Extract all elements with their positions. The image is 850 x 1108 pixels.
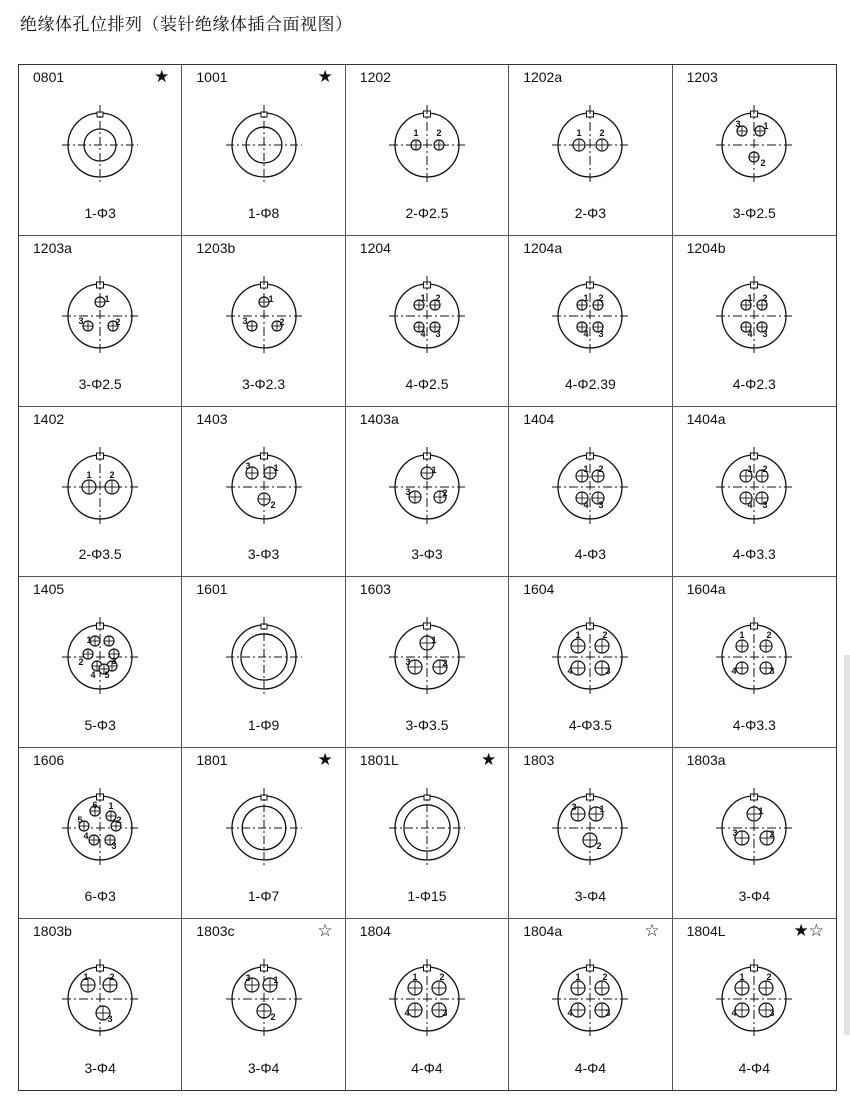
pin-number-label: 2 [115, 316, 121, 327]
pin-number-label: 2 [599, 128, 605, 138]
contact-arrangement-svg [214, 607, 314, 707]
pin-number-label: 2 [442, 658, 448, 669]
contact-spec: 3-Φ4 [738, 888, 770, 905]
pin-number-label: 1 [575, 630, 581, 641]
pin-number-label: 1 [576, 128, 582, 138]
contact-arrangement-svg [540, 95, 640, 195]
pin-number-label: 3 [245, 973, 251, 984]
pin-number-label: 3 [605, 666, 611, 677]
layout-cell-1606 [19, 748, 182, 919]
pin-number-label: 1 [413, 128, 419, 138]
contact-arrangement-svg [704, 949, 804, 1049]
pin-number-label: 3 [78, 315, 84, 326]
contact-arrangement-svg [540, 778, 640, 878]
contact-arrangement-svg [704, 437, 804, 537]
pin-number-label: 1 [747, 292, 753, 303]
contact-arrangement-diagram [377, 778, 477, 878]
contact-arrangement-svg [377, 95, 477, 195]
layout-cell-1204a [509, 236, 672, 407]
pin-number-label: 4 [583, 499, 589, 510]
pin-number-label: 1 [108, 801, 114, 812]
contact-spec: 3-Φ3 [411, 546, 443, 563]
layout-cell-1804 [346, 919, 509, 1090]
pin-number-label: 1 [104, 293, 110, 304]
pin-number-label: 2 [109, 972, 115, 983]
layout-cell-1204 [346, 236, 509, 407]
contact-spec: 4-Φ2.3 [732, 375, 776, 392]
layout-cell-1603 [346, 577, 509, 748]
pin-number-label: 1 [431, 635, 437, 646]
layout-code: 1604 [523, 581, 555, 598]
pin-number-label: 2 [442, 487, 448, 498]
contact-spec: 2-Φ3.5 [78, 546, 122, 563]
pin-number-label: 2 [766, 630, 772, 641]
contact-spec: 3-Φ3 [247, 546, 280, 563]
contact-arrangement-diagram [214, 437, 314, 537]
pin-number-label: 1 [758, 806, 764, 817]
layout-code: 1203a [33, 239, 72, 256]
contact-arrangement-diagram [214, 607, 314, 707]
pin-number-label: 2 [439, 972, 445, 983]
contact-arrangement-diagram [704, 778, 804, 878]
pin-number-label: 2 [78, 657, 84, 668]
pin-number-label: 4 [583, 328, 589, 339]
pin-number-label: 1 [583, 292, 589, 303]
contact-arrangement-diagram [50, 607, 150, 707]
contact-arrangement-svg [377, 778, 477, 878]
contact-arrangement-diagram [704, 949, 804, 1049]
contact-arrangement-svg [540, 266, 640, 366]
pin-number-label: 3 [605, 1008, 611, 1019]
pin-number-label: 4 [731, 666, 737, 677]
pin-number-label: 1 [575, 972, 581, 983]
contact-arrangement-svg [540, 949, 640, 1049]
layout-cell-1803b [19, 919, 182, 1090]
contact-spec: 4-Φ2.39 [564, 375, 616, 392]
layout-cell-1203b [182, 236, 345, 407]
contact-arrangement-svg [377, 437, 477, 537]
contact-arrangement-svg [704, 95, 804, 195]
contact-arrangement-svg [540, 437, 640, 537]
pin-number-label: 2 [596, 841, 602, 852]
pin-number-label: 1 [268, 293, 274, 304]
pin-number-label: 3 [405, 657, 411, 668]
contact-arrangement-diagram [50, 95, 150, 195]
layout-code: 1803b [33, 923, 72, 940]
layout-code: 1804a [523, 923, 563, 940]
pin-number-label: 1 [273, 975, 279, 986]
layout-code: 1403 [196, 410, 228, 427]
contact-arrangement-svg [50, 949, 150, 1049]
contact-arrangement-diagram [704, 95, 804, 195]
contact-arrangement-svg [214, 95, 314, 195]
pin-number-label: 2 [436, 128, 442, 138]
pin-number-label: 3 [111, 656, 117, 667]
pin-number-label: 2 [766, 972, 772, 983]
layout-cell-1601 [182, 577, 345, 748]
layout-code: 1803 [523, 752, 555, 769]
pin-number-label: 3 [571, 802, 577, 813]
contact-arrangement-diagram [50, 778, 150, 878]
layout-code: 1801L [359, 752, 399, 769]
layout-code: 1402 [33, 410, 65, 427]
star-mark-icon: ★ [480, 750, 497, 771]
pin-number-label: 3 [732, 828, 738, 839]
pin-number-label: 4 [747, 499, 753, 510]
pin-number-label: 2 [762, 463, 768, 474]
pin-number-label: 1 [86, 635, 92, 646]
contact-arrangement-diagram [377, 266, 477, 366]
pin-number-label: 2 [598, 463, 604, 474]
contact-spec: 5-Φ3 [84, 717, 116, 734]
contact-spec: 1-Φ9 [247, 717, 280, 734]
contact-arrangement-diagram [377, 607, 477, 707]
pin-number-label: 3 [735, 119, 741, 129]
pin-number-label: 3 [769, 1008, 775, 1019]
layout-cell-1804L [673, 919, 836, 1090]
pin-number-label: 2 [270, 1012, 276, 1023]
layout-code: 1603 [359, 581, 391, 598]
pin-number-label: 1 [412, 972, 418, 983]
pin-number-label: 3 [405, 486, 411, 497]
contact-spec: 1-Φ7 [247, 888, 280, 905]
contact-arrangement-diagram [214, 266, 314, 366]
layout-code: 1803c [196, 923, 235, 940]
contact-arrangement-svg [214, 266, 314, 366]
contact-spec: 1-Φ15 [407, 888, 447, 905]
pin-number-label: 2 [270, 499, 276, 510]
contact-arrangement-diagram [540, 266, 640, 366]
star-mark-icon: ☆ [644, 921, 660, 942]
contact-spec: 4-Φ3.3 [732, 546, 776, 563]
pin-number-label: 3 [107, 1014, 113, 1025]
pin-number-label: 1 [431, 464, 437, 475]
layout-cell-1403a [346, 407, 509, 578]
layout-cell-1202 [346, 65, 509, 236]
pin-number-label: 4 [83, 831, 89, 842]
pin-number-label: 3 [762, 499, 768, 510]
layout-code: 1202 [359, 69, 391, 85]
layout-cell-1402 [19, 407, 182, 578]
pin-number-label: 1 [763, 121, 769, 131]
contact-arrangement-diagram [540, 95, 640, 195]
contact-arrangement-svg [214, 949, 314, 1049]
pin-number-label: 3 [769, 666, 775, 677]
layout-cell-1801 [182, 748, 345, 919]
layout-cell-1803 [509, 748, 672, 919]
insulator-layout-table [18, 64, 837, 1091]
pin-number-label: 1 [420, 292, 426, 303]
contact-spec: 4-Φ4 [574, 1059, 607, 1076]
layout-code: 1203 [686, 69, 718, 85]
pin-number-label: 1 [747, 463, 753, 474]
star-mark-icon: ★ [317, 67, 333, 87]
contact-arrangement-diagram [704, 437, 804, 537]
contact-arrangement-svg [214, 437, 314, 537]
pin-number-label: 1 [83, 972, 89, 983]
contact-spec: 3-Φ2.3 [242, 375, 286, 392]
pin-number-label: 2 [279, 316, 285, 327]
contact-arrangement-diagram [704, 266, 804, 366]
star-mark-icon: ★☆ [793, 921, 824, 942]
contact-arrangement-svg [50, 266, 150, 366]
contact-arrangement-diagram [50, 437, 150, 537]
layout-cell-1403 [182, 407, 345, 578]
layout-cell-1405 [19, 577, 182, 748]
pin-number-label: 6 [92, 800, 98, 811]
pin-number-label: 5 [104, 670, 110, 681]
contact-arrangement-svg [214, 778, 314, 878]
layout-cell-1204b [673, 236, 836, 407]
contact-arrangement-svg [377, 949, 477, 1049]
contact-spec: 4-Φ3.3 [732, 717, 776, 734]
contact-arrangement-diagram [540, 607, 640, 707]
pin-number-label: 2 [760, 158, 766, 168]
pin-number-label: 1 [739, 630, 745, 641]
contact-spec: 3-Φ3.5 [405, 717, 449, 734]
layout-code: 1604a [686, 581, 726, 598]
contact-arrangement-diagram [704, 607, 804, 707]
layout-cell-1203 [673, 65, 836, 236]
pin-number-label: 3 [598, 328, 604, 339]
pin-number-label: 1 [273, 462, 279, 473]
layout-cell-1404a [673, 407, 836, 578]
pin-number-label: 3 [242, 315, 248, 326]
contact-arrangement-diagram [50, 949, 150, 1049]
layout-cell-1604a [673, 577, 836, 748]
pin-number-label: 4 [90, 670, 96, 681]
pin-number-label: 5 [77, 815, 83, 826]
layout-cell-1203a [19, 236, 182, 407]
layout-code: 1601 [196, 581, 228, 598]
star-mark-icon: ☆ [317, 921, 333, 942]
contact-arrangement-diagram [377, 949, 477, 1049]
pin-number-label: 2 [769, 829, 775, 840]
contact-arrangement-svg [50, 607, 150, 707]
layout-code: 0801 [33, 69, 65, 85]
contact-spec: 4-Φ3.5 [568, 717, 612, 734]
layout-code: 1203b [196, 239, 236, 256]
layout-code: 1803a [686, 752, 726, 769]
contact-arrangement-svg [377, 607, 477, 707]
pin-number-label: 1 [86, 469, 92, 480]
contact-spec: 2-Φ2.5 [405, 204, 449, 221]
pin-number-label: 2 [116, 815, 122, 826]
contact-spec: 4-Φ4 [411, 1059, 443, 1076]
layout-code: 1804L [686, 923, 726, 940]
contact-spec: 3-Φ4 [84, 1059, 116, 1076]
scrollbar[interactable] [844, 655, 850, 1035]
contact-arrangement-diagram [540, 778, 640, 878]
pin-number-label: 3 [435, 328, 441, 339]
pin-number-label: 3 [762, 328, 768, 339]
contact-arrangement-svg [50, 778, 150, 878]
contact-arrangement-diagram [540, 437, 640, 537]
contact-spec: 4-Φ2.5 [405, 375, 449, 392]
pin-number-label: 3 [111, 841, 117, 852]
contact-spec: 1-Φ3 [84, 204, 116, 221]
contact-spec: 6-Φ3 [84, 888, 116, 905]
pin-number-label: 2 [109, 469, 115, 480]
layout-cell-1803c [182, 919, 345, 1090]
contact-spec: 1-Φ8 [247, 204, 280, 221]
contact-arrangement-diagram [50, 266, 150, 366]
pin-number-label: 4 [404, 1008, 410, 1019]
layout-code: 1606 [33, 752, 65, 769]
pin-number-label: 3 [442, 1008, 448, 1019]
star-mark-icon: ★ [317, 750, 333, 771]
layout-code: 1404a [686, 410, 726, 427]
contact-spec: 4-Φ4 [738, 1059, 770, 1076]
contact-spec: 4-Φ3 [574, 546, 607, 563]
layout-code: 1403a [359, 410, 399, 427]
pin-number-label: 4 [567, 1008, 573, 1019]
contact-arrangement-svg [540, 607, 640, 707]
layout-cell-0801 [19, 65, 182, 236]
page-title: 绝缘体孔位排列（装针绝缘体插合面视图） [20, 15, 353, 35]
layout-cell-1001 [182, 65, 345, 236]
pin-number-label: 2 [602, 972, 608, 983]
contact-arrangement-diagram [377, 437, 477, 537]
layout-code: 1202a [523, 69, 563, 85]
layout-cell-1202a [509, 65, 672, 236]
layout-code: 1801 [196, 752, 228, 769]
pin-number-label: 3 [598, 499, 604, 510]
pin-number-label: 2 [762, 292, 768, 303]
pin-number-label: 3 [245, 460, 251, 471]
contact-arrangement-diagram [214, 949, 314, 1049]
contact-arrangement-svg [704, 266, 804, 366]
layout-cell-1804a [509, 919, 672, 1090]
layout-code: 1404 [523, 410, 555, 427]
layout-code: 1204 [359, 239, 391, 256]
contact-arrangement-svg [377, 266, 477, 366]
layout-cell-1604 [509, 577, 672, 748]
contact-arrangement-svg [704, 607, 804, 707]
contact-arrangement-svg [50, 95, 150, 195]
layout-code: 1405 [33, 581, 65, 598]
pin-number-label: 2 [435, 292, 441, 303]
contact-spec: 3-Φ2.5 [732, 204, 776, 221]
pin-number-label: 2 [598, 292, 604, 303]
contact-arrangement-svg [50, 437, 150, 537]
contact-spec: 3-Φ2.5 [78, 375, 122, 392]
pin-number-label: 4 [747, 328, 753, 339]
contact-arrangement-diagram [214, 95, 314, 195]
contact-spec: 2-Φ3 [574, 204, 607, 221]
pin-number-label: 1 [599, 804, 605, 815]
pin-number-label: 2 [602, 630, 608, 641]
star-mark-icon: ★ [154, 67, 170, 87]
contact-arrangement-diagram [214, 778, 314, 878]
contact-arrangement-svg [704, 778, 804, 878]
layout-cell-1801L [346, 748, 509, 919]
pin-number-label: 1 [583, 463, 589, 474]
pin-number-label: 4 [731, 1008, 737, 1019]
contact-arrangement-diagram [540, 949, 640, 1049]
layout-code: 1804 [359, 923, 391, 940]
layout-code: 1001 [196, 69, 228, 85]
contact-spec: 3-Φ4 [247, 1059, 280, 1076]
layout-cell-1404 [509, 407, 672, 578]
pin-number-label: 1 [739, 972, 745, 983]
layout-code: 1204b [686, 239, 726, 256]
layout-code: 1204a [523, 239, 563, 256]
pin-number-label: 4 [567, 666, 573, 677]
pin-number-label: 4 [420, 328, 426, 339]
layout-cell-1803a [673, 748, 836, 919]
contact-arrangement-diagram [377, 95, 477, 195]
contact-spec: 3-Φ4 [574, 888, 607, 905]
